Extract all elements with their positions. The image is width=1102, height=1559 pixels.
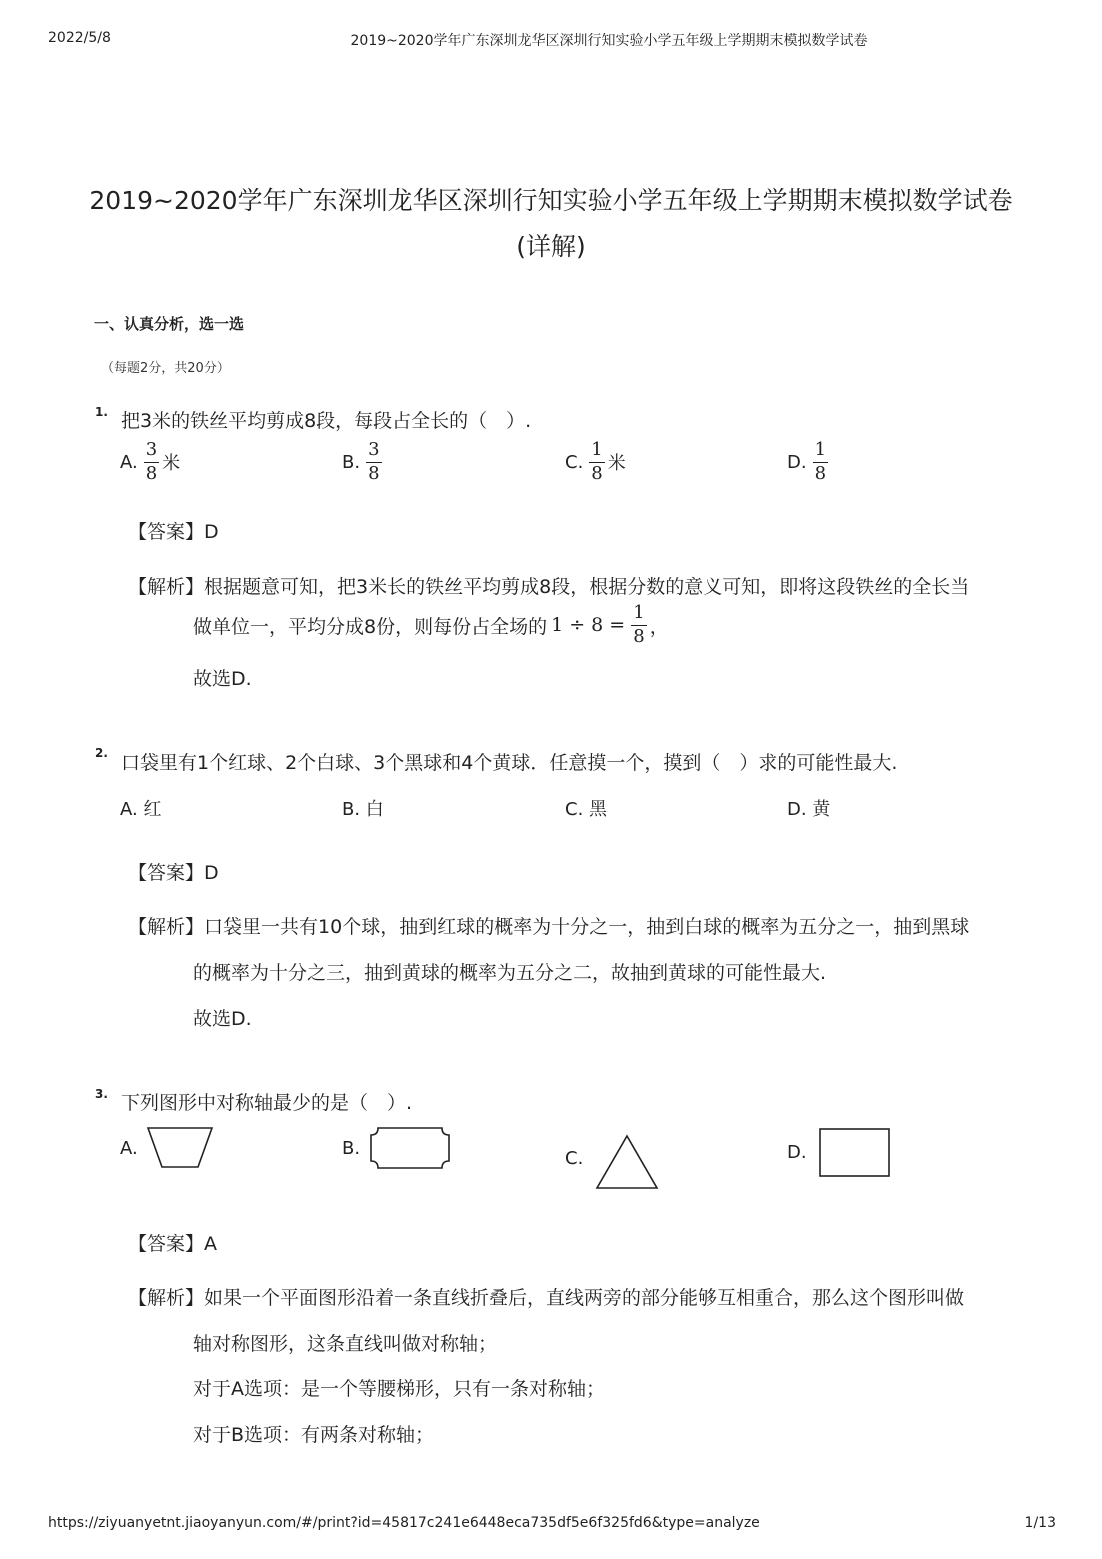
print-date: 2022/5/8 [48,30,111,46]
option-d[interactable]: D. 黄 [787,799,831,820]
question-text: 下列图形中对称轴最少的是（ ）. [121,1092,413,1114]
option-b[interactable]: B. 白 [342,799,384,820]
fraction: $\frac{3}{8}$ [145,439,158,484]
fraction: $\frac{3}{8}$ [368,439,380,484]
analysis-label: 【解析】 [128,576,205,598]
answer-label: 【答案】 [128,1233,205,1255]
header-doc-title: 2019~2020学年广东深圳龙华区深圳行知实验小学五年级上学期期末模拟数学试卷 [350,33,868,49]
analysis-line: 对于A选项：是一个等腰梯形，只有一条对称轴； [193,1378,605,1400]
option-b[interactable]: B. $\frac{3}{8}$ [342,439,380,484]
question-number: 2. [95,746,108,760]
analysis-line: 【解析】如果一个平面图形沿着一条直线折叠后，直线两旁的部分能够互相重合，那么这个图形叫做 [128,1287,965,1309]
fraction: $\frac{1}{8}$ [633,602,645,647]
option-c[interactable]: C. $\frac{1}{8}$ 米 [565,439,626,484]
answer-label: 【答案】 [128,521,205,543]
analysis-line: 对于B选项：有两条对称轴； [193,1424,435,1446]
answer [128,517,219,544]
answer [128,858,219,885]
option-b[interactable]: B. [342,1126,452,1170]
answer [128,1229,217,1256]
triangle-icon [595,1134,659,1190]
rectangle-icon [819,1128,891,1178]
footer-url: https://ziyuanyetnt.jiaoyanyun.com/#/print?id=45817c241e6448eca735df5e6f325fd6&type=analyze [48,1515,760,1531]
analysis-line: 【解析】根据题意可知，把3米长的铁丝平均剪成8段，根据分数的意义可知，即将这段铁丝的全长当 [128,576,970,598]
notched-rectangle-icon [368,1126,452,1170]
question-number: 3. [95,1087,108,1101]
section-note: （每题2分，共20分） [101,361,230,376]
option-c[interactable]: C. [565,1126,659,1190]
page-number: 1/13 [1024,1515,1056,1531]
option-a[interactable]: A. [120,1126,214,1170]
answer-value: D [204,862,219,884]
option-a[interactable]: A. 红 [120,799,162,820]
analysis-label: 【解析】 [128,1287,205,1309]
question-text: 口袋里有1个红球、2个白球、3个黑球和4个黄球．任意摸一个，摸到（ ）求的可能性最大. [121,752,898,774]
option-d[interactable]: D. $\frac{1}{8}$ [787,439,827,484]
analysis-line: 故选D. [193,668,252,690]
math-expression: 1 ÷ 8 = [551,614,626,637]
page-title-line1: 2019~2020学年广东深圳龙华区深圳行知实验小学五年级上学期期末模拟数学试卷 [89,186,1013,215]
section-heading: 一、认真分析，选一选 [94,315,245,333]
option-d[interactable]: D. [787,1126,891,1178]
option-c[interactable]: C. 黑 [565,799,608,820]
page-title-line2: (详解) [516,232,586,261]
fraction: $\frac{1}{8}$ [591,439,603,484]
trapezoid-icon [146,1126,214,1170]
analysis-label: 【解析】 [128,916,205,938]
answer-value: A [204,1233,218,1255]
fraction: $\frac{1}{8}$ [814,439,827,484]
analysis-line: 的概率为十分之三，抽到黄球的概率为五分之二，故抽到黄球的可能性最大. [193,962,827,984]
analysis-line: 做单位一，平均分成8份，则每份占全场的 1 ÷ 8 = $\frac{1}{8}$ ， [193,602,669,647]
question-text: 把3米的铁丝平均剪成8段，每段占全长的（ ）. [121,410,532,432]
analysis-line: 轴对称图形，这条直线叫做对称轴； [193,1333,498,1355]
question-number: 1. [95,405,108,419]
analysis-line: 【解析】口袋里一共有10个球，抽到红球的概率为十分之一，抽到白球的概率为五分之一，抽到黑球 [128,916,970,938]
answer-value: D [204,521,219,543]
analysis-line: 故选D. [193,1008,252,1030]
answer-label: 【答案】 [128,862,205,884]
option-a[interactable]: A. $\frac{3}{8}$ 米 [120,439,181,484]
